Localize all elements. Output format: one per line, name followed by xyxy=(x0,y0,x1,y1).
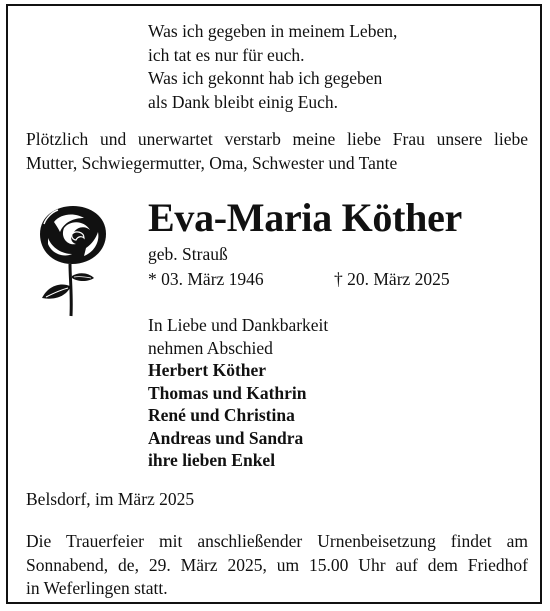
service-line: Die Trauerfeier mit anschließender Urnenbeisetzung findet am xyxy=(26,531,528,551)
rose-icon xyxy=(34,202,112,318)
mourner-name: Andreas und Sandra xyxy=(148,427,304,448)
poem-line: Was ich gekonnt hab ich gegeben xyxy=(148,68,383,88)
mourner-name: Thomas und Kathrin xyxy=(148,382,307,403)
service-line: Sonnabend, de, 29. März 2025, um 15.00 Uhr auf dem Friedhof xyxy=(26,554,528,575)
announcement-text xyxy=(26,128,528,175)
poem-line: als Dank bleibt einig Euch. xyxy=(148,91,339,112)
birth-name: geb. Strauß xyxy=(148,244,228,264)
mourners-intro-line: In Liebe und Dankbarkeit xyxy=(148,315,329,335)
poem-line: ich tat es nur für euch. xyxy=(148,44,305,65)
birth-date: * 03. März 1946 xyxy=(148,269,264,289)
place-date: Belsdorf, im März 2025 xyxy=(26,489,195,509)
deceased-name: Eva-Maria Köther xyxy=(148,195,463,240)
funeral-service-info xyxy=(26,530,528,601)
mourners-intro-line: nehmen Abschied xyxy=(148,337,273,358)
mourner-name: René und Christina xyxy=(148,405,295,425)
obituary-notice xyxy=(6,4,542,604)
announcement-line: Mutter, Schwiegermutter, Oma, Schwester und Tante xyxy=(26,152,398,173)
mourner-name: ihre lieben Enkel xyxy=(148,450,276,470)
service-line: in Weferlingen statt. xyxy=(26,578,168,598)
mourners-list xyxy=(148,314,328,472)
poem xyxy=(148,20,397,114)
death-date: † 20. März 2025 xyxy=(334,269,450,289)
mourner-name: Herbert Köther xyxy=(148,360,267,380)
announcement-line: Plötzlich und unerwartet verstarb meine liebe Frau unsere liebe xyxy=(26,129,528,149)
poem-line: Was ich gegeben in meinem Leben, xyxy=(148,21,398,41)
